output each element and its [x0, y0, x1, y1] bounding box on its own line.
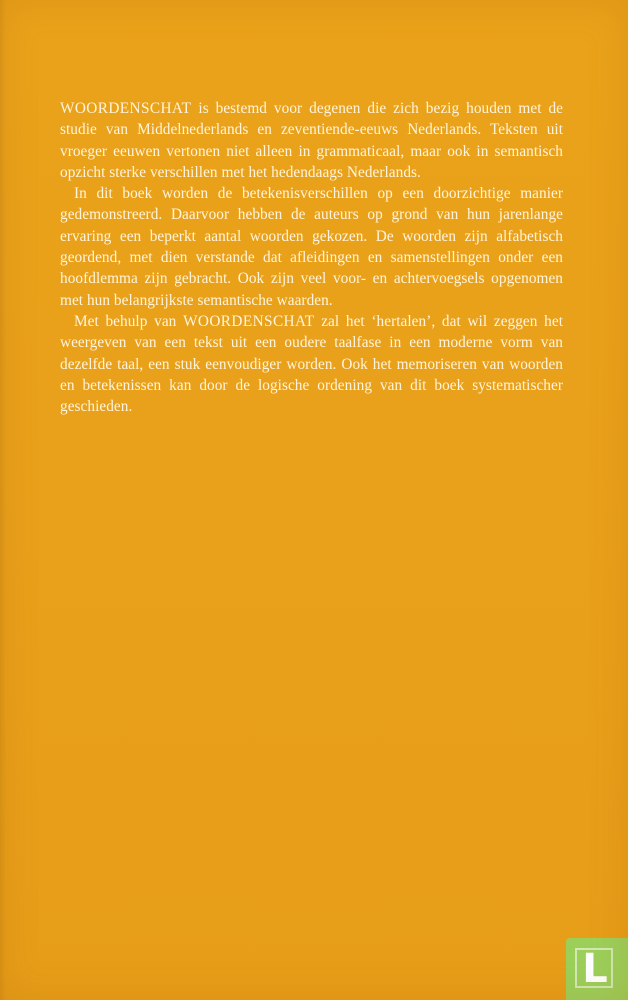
blurb-paragraph-3-pre: Met behulp van [74, 312, 184, 330]
book-title-inline-2: WOORDENSCHAT [183, 312, 315, 330]
watermark-logo [566, 938, 628, 1000]
blurb-paragraph-1 [60, 98, 563, 183]
blurb-paragraph-1-text: is bestemd voor degenen die zich bezig houden met de studie van Middelnederlands en zeventiende-eeuws Nederlands. Teksten uit vroeger eeuwen vertonen niet alleen in grammaticaal, maar ook in semantisch opzicht sterke verschillen met het hedendaags Nederlands. [60, 100, 563, 181]
blurb-paragraph-2-text: In dit boek worden de betekenisverschillen op een doorzichtige manier gedemonstreerd. Daarvoor hebben de auteurs op grond van hun jarenlange ervaring een beperkt aantal woorden gekozen. De woorden zijn alfabetisch geordend, met dien verstande dat afleidingen en samenstellingen onder een hoofdlemma zijn gebracht. Ook zijn veel voor- en achtervoegsels opgenomen met hun belangrijkste semantische waarden. [60, 185, 563, 309]
logo-letter-icon: L [582, 946, 608, 992]
blurb-paragraph-3 [60, 311, 563, 417]
blurb-paragraph-3-text: zal het ‘hertalen’, dat wil zeggen het weergeven van een tekst uit een oudere taalfase in een moderne vorm van dezelfde taal, een stuk eenvoudiger worden. Ook het memoriseren van woorden en betekenissen kan door de logische ordening van dit boek systematischer geschieden. [60, 312, 563, 416]
book-title-inline: WOORDENSCHAT [60, 100, 192, 117]
blurb-text [60, 98, 563, 417]
blurb-paragraph-2 [60, 183, 563, 311]
